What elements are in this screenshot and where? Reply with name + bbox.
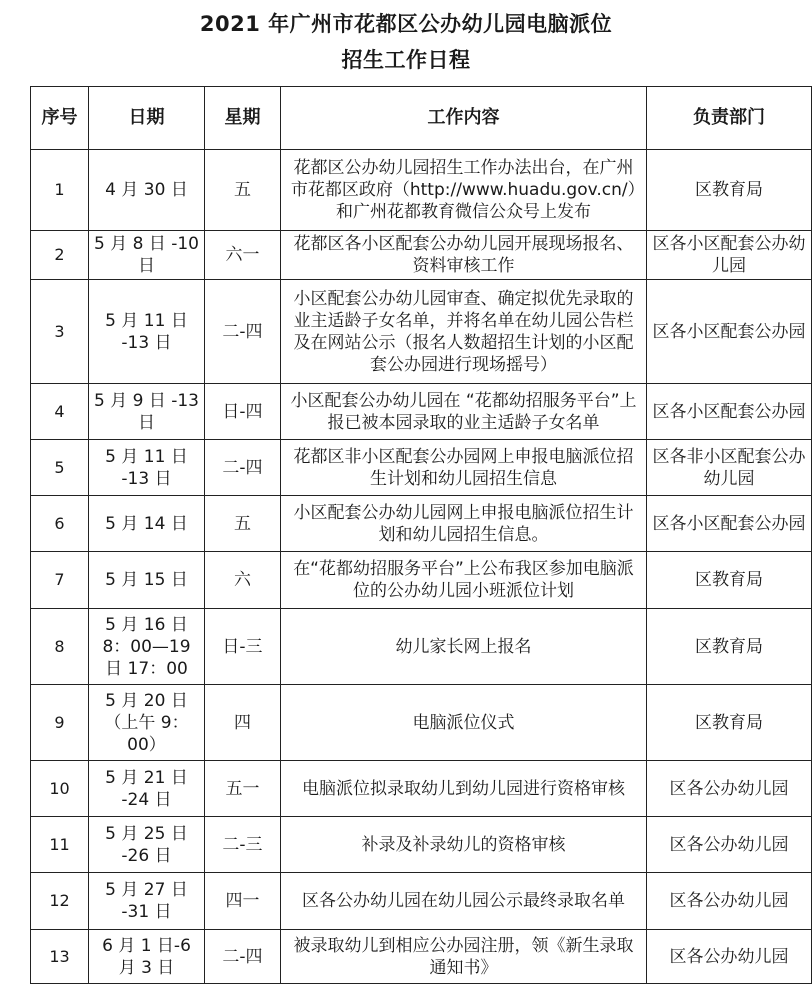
table-row — [31, 761, 812, 817]
row-date: 5 月 8 日 -10 日 — [89, 231, 205, 280]
row-weekday: 二-四 — [205, 930, 281, 984]
row-dept: 区教育局 — [647, 609, 812, 685]
row-weekday: 四 — [205, 685, 281, 761]
row-no: 4 — [31, 384, 89, 440]
table-row — [31, 231, 812, 280]
document-title: 2021 年广州市花都区公办幼儿园电脑派位 — [199, 12, 613, 36]
table-row — [31, 552, 812, 609]
row-date: 5 月 16 日 8：00—19 日 17：00 — [89, 609, 205, 685]
row-weekday: 日-三 — [205, 609, 281, 685]
row-date: 5 月 21 日 -24 日 — [89, 761, 205, 817]
table-row — [31, 930, 812, 984]
row-date: 5 月 20 日 （上午 9：00） — [89, 685, 205, 761]
row-content: 区各公办幼儿园在幼儿园公示最终录取名单 — [281, 873, 647, 930]
row-no: 11 — [31, 817, 89, 873]
row-weekday: 五 — [205, 150, 281, 231]
header-weekday: 星期 — [205, 87, 281, 150]
row-weekday: 五 — [205, 496, 281, 552]
row-dept: 区各公办幼儿园 — [647, 761, 812, 817]
row-dept: 区各小区配套公办园 — [647, 496, 812, 552]
document-subtitle: 招生工作日程 — [341, 48, 471, 72]
row-content: 补录及补录幼儿的资格审核 — [281, 817, 647, 873]
row-dept: 区教育局 — [647, 685, 812, 761]
table-header-row — [31, 87, 812, 150]
schedule-table — [30, 86, 812, 984]
row-no: 6 — [31, 496, 89, 552]
row-no: 1 — [31, 150, 89, 231]
table-row — [31, 384, 812, 440]
table-row — [31, 496, 812, 552]
table-row — [31, 440, 812, 496]
row-date: 5 月 9 日 -13 日 — [89, 384, 205, 440]
row-content: 被录取幼儿到相应公办园注册，领《新生录取通知书》 — [281, 930, 647, 984]
row-no: 2 — [31, 231, 89, 280]
row-date: 5 月 14 日 — [89, 496, 205, 552]
row-date: 6 月 1 日-6 月 3 日 — [89, 930, 205, 984]
row-content: 小区配套公办幼儿园审查、确定拟优先录取的业主适龄子女名单，并将名单在幼儿园公告栏及在网站公示（报名人数超招生计划的小区配套公办园进行现场摇号） — [281, 280, 647, 384]
row-date: 4 月 30 日 — [89, 150, 205, 231]
row-dept: 区各小区配套公办园 — [647, 384, 812, 440]
row-weekday: 二-四 — [205, 440, 281, 496]
row-date: 5 月 25 日 -26 日 — [89, 817, 205, 873]
row-no: 8 — [31, 609, 89, 685]
table-row — [31, 609, 812, 685]
header-content: 工作内容 — [281, 87, 647, 150]
row-content: 花都区非小区配套公办园网上申报电脑派位招生计划和幼儿园招生信息 — [281, 440, 647, 496]
row-weekday: 二-四 — [205, 280, 281, 384]
row-no: 9 — [31, 685, 89, 761]
header-date: 日期 — [89, 87, 205, 150]
row-weekday: 四一 — [205, 873, 281, 930]
row-date: 5 月 15 日 — [89, 552, 205, 609]
row-content: 小区配套公办幼儿园网上申报电脑派位招生计划和幼儿园招生信息。 — [281, 496, 647, 552]
row-no: 7 — [31, 552, 89, 609]
header-dept: 负责部门 — [647, 87, 812, 150]
row-no: 3 — [31, 280, 89, 384]
header-no: 序号 — [31, 87, 89, 150]
row-content: 幼儿家长网上报名 — [281, 609, 647, 685]
row-no: 5 — [31, 440, 89, 496]
row-content: 电脑派位仪式 — [281, 685, 647, 761]
row-content: 在“花都幼招服务平台”上公布我区参加电脑派位的公办幼儿园小班派位计划 — [281, 552, 647, 609]
table-row — [31, 685, 812, 761]
row-weekday: 六 — [205, 552, 281, 609]
row-dept: 区各小区配套公办园 — [647, 280, 812, 384]
row-dept: 区各公办幼儿园 — [647, 930, 812, 984]
row-no: 10 — [31, 761, 89, 817]
row-date: 5 月 11 日 -13 日 — [89, 280, 205, 384]
row-no: 13 — [31, 930, 89, 984]
row-date: 5 月 27 日 -31 日 — [89, 873, 205, 930]
row-weekday: 日-四 — [205, 384, 281, 440]
table-row — [31, 817, 812, 873]
row-date: 5 月 11 日 -13 日 — [89, 440, 205, 496]
row-dept: 区教育局 — [647, 150, 812, 231]
row-dept: 区教育局 — [647, 552, 812, 609]
row-weekday: 二-三 — [205, 817, 281, 873]
row-content: 花都区公办幼儿园招生工作办法出台，在广州市花都区政府（http://www.huadu.gov.cn/）和广州花都教育微信公众号上发布 — [281, 150, 647, 231]
table-row — [31, 150, 812, 231]
row-dept: 区各小区配套公办幼儿园 — [647, 231, 812, 280]
row-content: 小区配套公办幼儿园在 “花都幼招服务平台”上报已被本园录取的业主适龄子女名单 — [281, 384, 647, 440]
row-dept: 区各公办幼儿园 — [647, 817, 812, 873]
row-dept: 区各非小区配套公办幼儿园 — [647, 440, 812, 496]
row-weekday: 六一 — [205, 231, 281, 280]
table-row — [31, 873, 812, 930]
row-weekday: 五一 — [205, 761, 281, 817]
row-dept: 区各公办幼儿园 — [647, 873, 812, 930]
row-no: 12 — [31, 873, 89, 930]
row-content: 花都区各小区配套公办幼儿园开展现场报名、资料审核工作 — [281, 231, 647, 280]
table-row — [31, 280, 812, 384]
row-content: 电脑派位拟录取幼儿到幼儿园进行资格审核 — [281, 761, 647, 817]
